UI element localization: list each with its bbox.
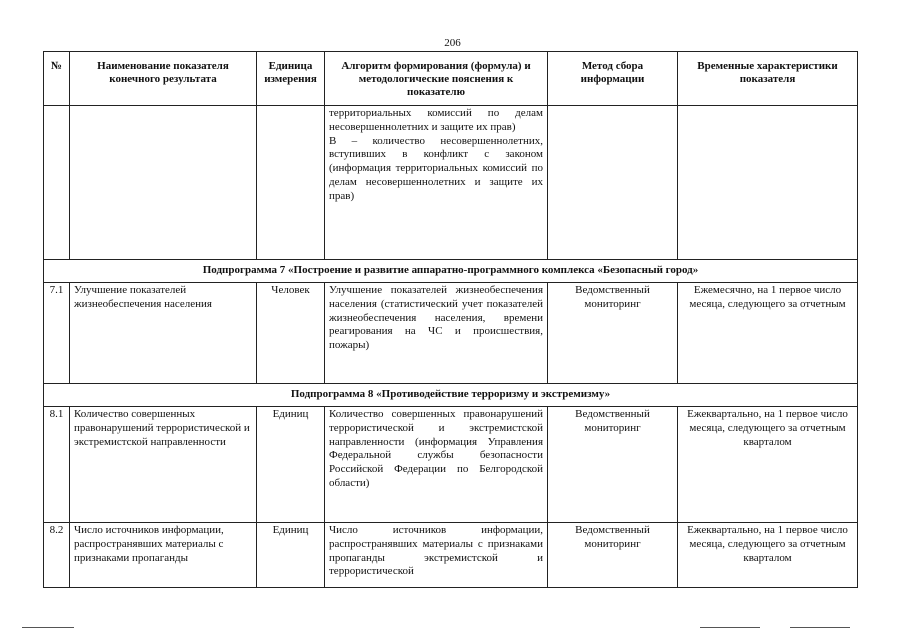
cell-timing: [678, 106, 858, 260]
cell-algorithm: Улучшение показателей жизнеобеспечения населения (статистический учет показателей жизнеобеспечения населения, времени реагирования на ЧС и происшествия, пожары): [325, 283, 548, 384]
page-edge-rule: [790, 627, 850, 628]
header-name: Наименование показателя конечного результата: [70, 52, 257, 106]
indicators-table: [43, 51, 858, 588]
cell-name: Число источников информации, распространявших материалы с признаками пропаганды: [70, 523, 257, 588]
cell-unit: Единиц: [257, 523, 325, 588]
section-title: Подпрограмма 7 «Построение и развитие аппаратно-программного комплекса «Безопасный город»: [44, 260, 858, 283]
cell-num: [44, 106, 70, 260]
cell-algorithm: Число источников информации, распространявших материалы с признаками пропаганды экстремистской и террористической: [325, 523, 548, 588]
header-method: Метод сбора информации: [548, 52, 678, 106]
header-unit: Единица измерения: [257, 52, 325, 106]
header-algorithm: Алгоритм формирования (формула) и методологические пояснения к показателю: [325, 52, 548, 106]
cell-name: Количество совершенных правонарушений террористической и экстремистской направленности: [70, 407, 257, 523]
table-row: [44, 407, 858, 523]
header-num: №: [44, 52, 70, 106]
cell-method: [548, 106, 678, 260]
algorithm-line: В – количество несовершеннолетних, вступивших в конфликт с законом (информация территориальных комиссий по делам несовершеннолетних и защите их прав): [329, 134, 543, 202]
algorithm-line: территориальных комиссий по делам несовершеннолетних и защите их прав): [329, 107, 543, 133]
table-row-continuation: [44, 106, 858, 260]
table-header-row: [44, 52, 858, 106]
cell-timing: Ежеквартально, на 1 первое число месяца, следующего за отчетным кварталом: [678, 407, 858, 523]
page-number: 206: [444, 37, 461, 49]
cell-timing: Ежеквартально, на 1 первое число месяца, следующего за отчетным кварталом: [678, 523, 858, 588]
table-row: [44, 283, 858, 384]
cell-unit: Человек: [257, 283, 325, 384]
cell-num: 8.2: [44, 523, 70, 588]
header-timing: Временные характеристики показателя: [678, 52, 858, 106]
cell-algorithm: [325, 106, 548, 260]
section-row: [44, 384, 858, 407]
cell-algorithm: Количество совершенных правонарушений террористической и экстремистской направленности (информация Управления Федеральной службы безопасности Российской Федерации по Белгородской области): [325, 407, 548, 523]
cell-num: 8.1: [44, 407, 70, 523]
page-edge-rule: [22, 627, 74, 628]
cell-method: Ведомственный мониторинг: [548, 407, 678, 523]
cell-name: Улучшение показателей жизнеобеспечения населения: [70, 283, 257, 384]
cell-name: [70, 106, 257, 260]
cell-method: Ведомственный мониторинг: [548, 283, 678, 384]
cell-num: 7.1: [44, 283, 70, 384]
page-edge-rule: [700, 627, 760, 628]
table-row: [44, 523, 858, 588]
cell-timing: Ежемесячно, на 1 первое число месяца, следующего за отчетным: [678, 283, 858, 384]
section-row: [44, 260, 858, 283]
cell-method: Ведомственный мониторинг: [548, 523, 678, 588]
section-title: Подпрограмма 8 «Противодействие терроризму и экстремизму»: [44, 384, 858, 407]
cell-unit: [257, 106, 325, 260]
cell-unit: Единиц: [257, 407, 325, 523]
